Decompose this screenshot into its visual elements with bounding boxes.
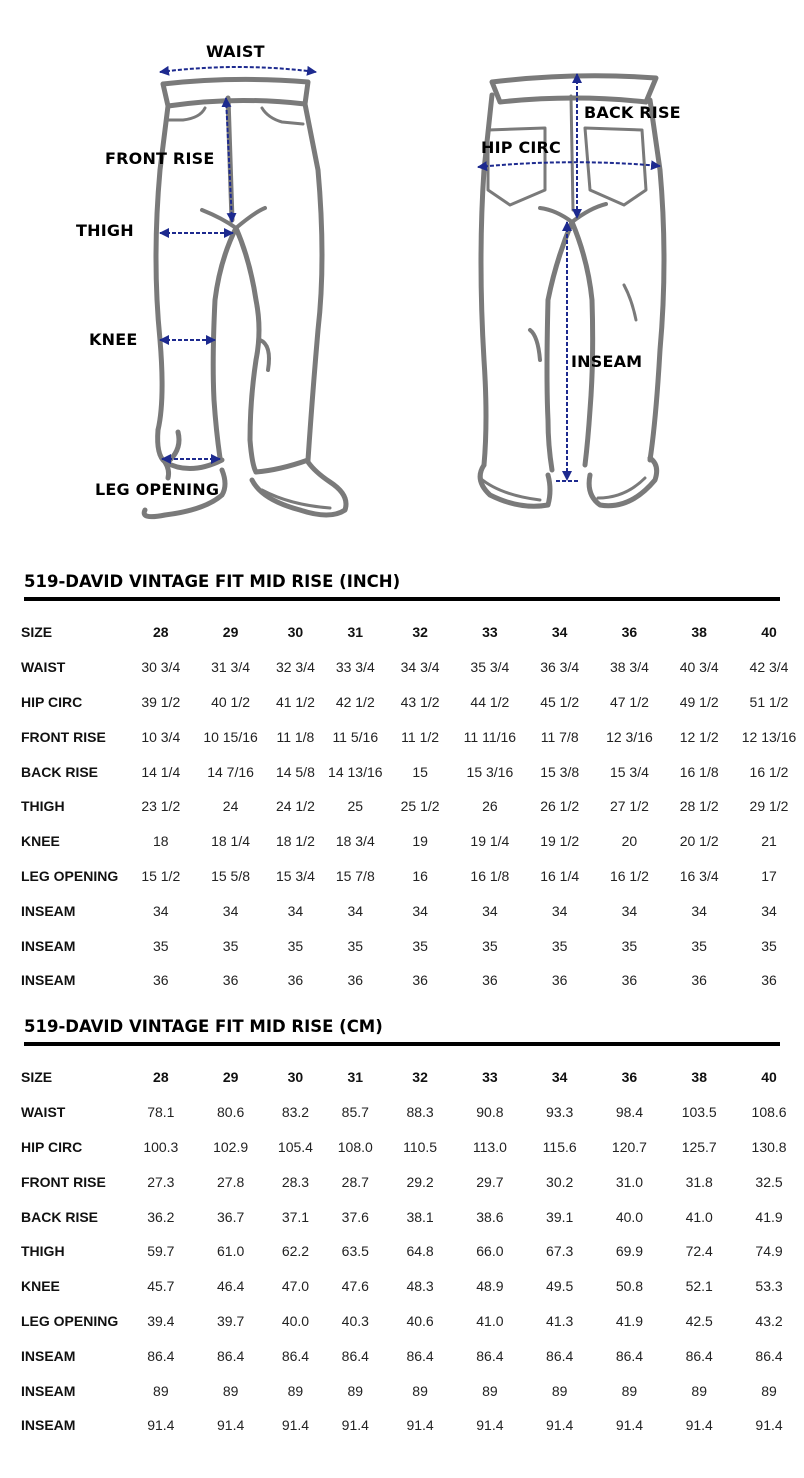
measurement-cell: 86.4	[685, 1347, 713, 1364]
row-label: INSEAM	[21, 1382, 76, 1399]
measurement-cell: 89	[222, 1382, 239, 1399]
measurement-cell: 36	[691, 972, 707, 989]
jeans-illustration	[0, 0, 804, 545]
measurement-cell: 12 1/2	[679, 728, 719, 745]
size-header-cell: 31	[347, 624, 364, 641]
section-divider	[24, 1042, 780, 1046]
measurement-cell: 39.7	[217, 1312, 245, 1329]
table-row	[0, 893, 804, 928]
measurement-cell: 26 1/2	[540, 798, 580, 815]
measurement-cell: 11 1/2	[401, 728, 440, 745]
measurement-cell: 45 1/2	[540, 693, 580, 710]
measurement-cell: 16 1/2	[609, 867, 649, 884]
row-label: INSEAM	[21, 972, 76, 989]
measurement-cell: 16 1/8	[470, 867, 510, 884]
measurement-cell: 62.2	[281, 1243, 310, 1260]
measurement-cell: 89	[761, 1382, 777, 1399]
measurement-cell: 35	[287, 937, 304, 954]
row-label: FRONT RISE	[21, 1173, 106, 1190]
measurement-cell: 27.3	[147, 1173, 175, 1190]
measurement-cell: 27.8	[217, 1173, 245, 1190]
measurement-cell: 86.4	[546, 1347, 574, 1364]
measurement-cell: 43.2	[755, 1312, 783, 1329]
measurement-cell: 33 3/4	[335, 659, 375, 676]
measurement-cell: 36	[482, 972, 498, 989]
measurement-cell: 91.4	[147, 1417, 175, 1434]
measurement-cell: 89	[691, 1382, 707, 1399]
measurement-cell: 34	[551, 902, 568, 919]
measurement-cell: 39.4	[147, 1312, 175, 1329]
measurement-cell: 15 3/16	[466, 763, 514, 780]
measurement-cell: 28 1/2	[679, 798, 719, 815]
measurement-cell: 35	[152, 937, 169, 954]
size-header-cell: 40	[761, 1069, 777, 1086]
measurement-cell: 35	[621, 937, 638, 954]
measurement-cell: 20 1/2	[679, 833, 719, 850]
measurement-cell: 38.1	[406, 1208, 434, 1225]
table-row	[0, 824, 804, 859]
label-front-rise: FRONT RISE	[105, 149, 215, 168]
row-label: THIGH	[21, 1243, 65, 1260]
measurement-cell: 41.0	[476, 1312, 504, 1329]
size-header-cell: 29	[222, 624, 239, 641]
measurement-cell: 91.4	[755, 1417, 783, 1434]
measurement-cell: 130.8	[751, 1138, 787, 1155]
measurement-cell: 15 3/8	[540, 763, 580, 780]
measurement-cell: 31.0	[615, 1173, 644, 1190]
measurement-cell: 20	[621, 833, 638, 850]
size-header-cell: 34	[551, 624, 568, 641]
measurement-cell: 40.0	[615, 1208, 644, 1225]
measurement-cell: 41.9	[615, 1312, 644, 1329]
size-header-cell: 36	[621, 1069, 638, 1086]
measurement-cell: 28.3	[281, 1173, 310, 1190]
measurement-cell: 38.6	[476, 1208, 504, 1225]
measurement-cell: 83.2	[281, 1104, 310, 1121]
measurement-cell: 11 5/16	[332, 728, 379, 745]
measurement-cell: 50.8	[615, 1278, 644, 1295]
table-header-row	[0, 615, 804, 650]
measurement-cell: 86.4	[406, 1347, 434, 1364]
measurement-cell: 34	[152, 902, 169, 919]
measurement-cell: 30 3/4	[141, 659, 181, 676]
size-header-cell: 28	[152, 624, 169, 641]
header-label: SIZE	[21, 624, 53, 641]
measurement-cell: 16 1/8	[679, 763, 719, 780]
measurement-cell: 14 7/16	[207, 763, 254, 780]
measurement-cell: 40.0	[281, 1312, 310, 1329]
size-header-cell: 32	[412, 1069, 428, 1086]
measurement-cell: 29.2	[406, 1173, 434, 1190]
measurement-cell: 35	[691, 937, 707, 954]
measurement-cell: 67.3	[546, 1243, 574, 1260]
measurement-cell: 113.0	[472, 1138, 507, 1155]
measurement-cell: 49.5	[546, 1278, 574, 1295]
label-waist: WAIST	[206, 42, 265, 61]
measurement-cell: 91.4	[217, 1417, 245, 1434]
table-row	[0, 1130, 804, 1165]
measurement-cell: 61.0	[217, 1243, 245, 1260]
measurement-cell: 29.7	[476, 1173, 504, 1190]
measurement-cell: 40 1/2	[211, 693, 251, 710]
measurement-cell: 34	[621, 902, 638, 919]
table-row	[0, 1304, 804, 1339]
measurement-cell: 34	[347, 902, 364, 919]
measurement-cell: 34	[761, 902, 777, 919]
measurement-cell: 86.4	[755, 1347, 783, 1364]
measurement-cell: 35	[412, 937, 428, 954]
measurement-cell: 21	[761, 833, 777, 850]
measurement-cell: 34	[287, 902, 304, 919]
measurement-cell: 53.3	[755, 1278, 783, 1295]
measurement-cell: 74.9	[755, 1243, 783, 1260]
label-thigh: THIGH	[76, 221, 134, 240]
measurement-cell: 43 1/2	[400, 693, 440, 710]
size-header-cell: 31	[347, 1069, 364, 1086]
measurement-cell: 89	[621, 1382, 638, 1399]
size-table-cm	[0, 1060, 804, 1443]
measurement-cell: 36	[621, 972, 638, 989]
size-header-cell: 30	[287, 1069, 304, 1086]
measurement-cell: 89	[412, 1382, 428, 1399]
measurement-cell: 64.8	[406, 1243, 434, 1260]
row-label: HIP CIRC	[21, 693, 83, 710]
measurement-cell: 17	[761, 867, 777, 884]
measurement-cell: 40.6	[406, 1312, 434, 1329]
measurement-cell: 86.4	[615, 1347, 644, 1364]
measurement-cell: 100.3	[143, 1138, 179, 1155]
measurement-cell: 27 1/2	[609, 798, 649, 815]
measurement-cell: 89	[153, 1382, 169, 1399]
measurement-cell: 15 5/8	[211, 867, 251, 884]
row-label: LEG OPENING	[21, 867, 119, 884]
measurement-cell: 32.5	[755, 1173, 783, 1190]
size-header-cell: 28	[153, 1069, 169, 1086]
measurement-cell: 45.7	[147, 1278, 175, 1295]
front-jeans-outline	[144, 79, 346, 516]
measurement-cell: 105.4	[277, 1138, 313, 1155]
measurement-cell: 63.5	[341, 1243, 369, 1260]
table-row	[0, 928, 804, 963]
row-label: BACK RISE	[21, 1208, 99, 1225]
measurement-cell: 31.8	[685, 1173, 713, 1190]
measurement-cell: 34 3/4	[400, 659, 440, 676]
measurement-cell: 47 1/2	[609, 693, 649, 710]
measurement-cell: 14 1/4	[141, 763, 181, 780]
size-header-cell: 30	[287, 624, 304, 641]
measurement-cell: 18 1/4	[211, 833, 251, 850]
measurement-cell: 15	[412, 763, 428, 780]
size-header-cell: 33	[482, 624, 498, 641]
measurement-cell: 42 1/2	[335, 693, 375, 710]
measurement-cell: 39 1/2	[141, 693, 181, 710]
table-row	[0, 1408, 804, 1443]
measurement-cell: 41.9	[755, 1208, 783, 1225]
table-header-row	[0, 1060, 804, 1095]
row-label: FRONT RISE	[21, 728, 106, 745]
measurement-cell: 29 1/2	[749, 798, 789, 815]
measurement-cell: 35	[347, 937, 364, 954]
measurement-cell: 36	[761, 972, 777, 989]
measurement-cell: 34	[691, 902, 707, 919]
table-row	[0, 1269, 804, 1304]
row-label: KNEE	[21, 833, 60, 850]
measurement-cell: 108.6	[751, 1104, 787, 1121]
measurement-cell: 91.4	[546, 1417, 574, 1434]
measurement-cell: 24	[222, 798, 239, 815]
measurement-cell: 36	[551, 972, 568, 989]
row-label: INSEAM	[21, 1347, 76, 1364]
measurement-cell: 40 3/4	[679, 659, 719, 676]
measurement-cell: 89	[287, 1382, 304, 1399]
measurement-cell: 37.6	[341, 1208, 369, 1225]
measurement-cell: 36.2	[147, 1208, 175, 1225]
table-row	[0, 789, 804, 824]
measurement-cell: 16	[412, 867, 428, 884]
measurement-cell: 102.9	[213, 1138, 249, 1155]
size-header-cell: 38	[691, 1069, 707, 1086]
table-row	[0, 1373, 804, 1408]
measurement-cell: 110.5	[403, 1138, 438, 1155]
size-header-cell: 33	[482, 1069, 498, 1086]
measurement-cell: 11 7/8	[540, 728, 579, 745]
measurement-cell: 31 3/4	[211, 659, 251, 676]
measurement-cell: 49 1/2	[679, 693, 719, 710]
measurement-cell: 15 3/4	[275, 867, 315, 884]
table-row	[0, 1338, 804, 1373]
row-label: INSEAM	[21, 902, 76, 919]
measurement-cell: 120.7	[611, 1138, 647, 1155]
front-measure-arrows	[160, 67, 316, 459]
measurement-cell: 16 3/4	[679, 867, 719, 884]
measurement-cell: 11 1/8	[276, 728, 315, 745]
table-row	[0, 1234, 804, 1269]
measurement-cell: 41 1/2	[275, 693, 315, 710]
measurement-cell: 46.4	[217, 1278, 245, 1295]
size-header-cell: 29	[222, 1069, 239, 1086]
table-row	[0, 754, 804, 789]
measurement-cell: 25	[347, 798, 364, 815]
measurement-cell: 36	[222, 972, 239, 989]
measurement-cell: 85.7	[341, 1104, 369, 1121]
measurement-cell: 18 1/2	[275, 833, 315, 850]
measurement-cell: 47.0	[281, 1278, 310, 1295]
measurement-cell: 25 1/2	[400, 798, 440, 815]
measurement-cell: 40.3	[341, 1312, 369, 1329]
measurement-cell: 88.3	[406, 1104, 434, 1121]
measurement-cell: 23 1/2	[141, 798, 181, 815]
measurement-cell: 35 3/4	[470, 659, 510, 676]
measurement-cell: 93.3	[546, 1104, 574, 1121]
measurement-cell: 15 7/8	[335, 867, 375, 884]
measurement-cell: 30.2	[546, 1173, 574, 1190]
measurement-cell: 16 1/4	[540, 867, 580, 884]
measurement-cell: 10 3/4	[141, 728, 181, 745]
row-label: INSEAM	[21, 937, 76, 954]
measurement-cell: 44 1/2	[470, 693, 510, 710]
header-label: SIZE	[21, 1069, 53, 1086]
row-label: WAIST	[21, 659, 66, 676]
measurement-cell: 34	[412, 902, 428, 919]
measurement-cell: 35	[482, 937, 498, 954]
measurement-diagram	[0, 0, 804, 545]
table-row	[0, 685, 804, 720]
measurement-cell: 19	[412, 833, 428, 850]
measurement-cell: 48.3	[406, 1278, 434, 1295]
measurement-cell: 42.5	[685, 1312, 713, 1329]
measurement-cell: 86.4	[341, 1347, 369, 1364]
measurement-cell: 59.7	[147, 1243, 175, 1260]
measurement-cell: 89	[482, 1382, 498, 1399]
label-back-rise: BACK RISE	[584, 103, 681, 122]
measurement-cell: 14 13/16	[328, 763, 383, 780]
measurement-cell: 19 1/4	[470, 833, 510, 850]
measurement-cell: 36	[152, 972, 169, 989]
section-title-cm: 519-DAVID VINTAGE FIT MID RISE (CM)	[24, 1017, 383, 1036]
size-header-cell: 38	[691, 624, 707, 641]
measurement-cell: 15 3/4	[609, 763, 649, 780]
table-row	[0, 650, 804, 685]
table-row	[0, 719, 804, 754]
back-measure-arrows	[478, 74, 660, 481]
label-leg-opening: LEG OPENING	[95, 480, 220, 499]
label-knee: KNEE	[89, 330, 138, 349]
measurement-cell: 37.1	[281, 1208, 310, 1225]
measurement-cell: 41.0	[685, 1208, 713, 1225]
measurement-cell: 89	[551, 1382, 568, 1399]
measurement-cell: 35	[222, 937, 239, 954]
table-row	[0, 1164, 804, 1199]
measurement-cell: 36.7	[217, 1208, 245, 1225]
measurement-cell: 125.7	[681, 1138, 717, 1155]
table-row	[0, 963, 804, 998]
measurement-cell: 32 3/4	[275, 659, 315, 676]
measurement-cell: 18	[152, 833, 169, 850]
measurement-cell: 16 1/2	[749, 763, 789, 780]
measurement-cell: 14 5/8	[275, 763, 315, 780]
measurement-cell: 38 3/4	[609, 659, 649, 676]
measurement-cell: 19 1/2	[540, 833, 580, 850]
label-inseam: INSEAM	[571, 352, 643, 371]
section-divider	[24, 597, 780, 601]
measurement-cell: 91.4	[476, 1417, 504, 1434]
size-table-inch	[0, 615, 804, 998]
measurement-cell: 86.4	[217, 1347, 245, 1364]
row-label: HIP CIRC	[21, 1138, 83, 1155]
row-label: KNEE	[21, 1278, 60, 1295]
measurement-cell: 47.6	[341, 1278, 369, 1295]
measurement-cell: 34	[482, 902, 498, 919]
measurement-cell: 86.4	[147, 1347, 175, 1364]
measurement-cell: 86.4	[476, 1347, 504, 1364]
measurement-cell: 34	[222, 902, 239, 919]
measurement-cell: 66.0	[476, 1243, 504, 1260]
measurement-cell: 103.5	[681, 1104, 717, 1121]
measurement-cell: 90.8	[476, 1104, 504, 1121]
measurement-cell: 98.4	[615, 1104, 644, 1121]
measurement-cell: 36	[347, 972, 364, 989]
size-header-cell: 32	[412, 624, 428, 641]
measurement-cell: 52.1	[685, 1278, 713, 1295]
row-label: THIGH	[21, 798, 65, 815]
measurement-cell: 39.1	[546, 1208, 574, 1225]
row-label: INSEAM	[21, 1417, 76, 1434]
size-header-cell: 34	[551, 1069, 568, 1086]
measurement-cell: 35	[761, 937, 777, 954]
section-title-inch: 519-DAVID VINTAGE FIT MID RISE (INCH)	[24, 572, 401, 591]
table-row	[0, 859, 804, 894]
row-label: BACK RISE	[21, 763, 99, 780]
measurement-cell: 26	[482, 798, 498, 815]
measurement-cell: 10 15/16	[203, 728, 258, 745]
measurement-cell: 91.4	[406, 1417, 434, 1434]
measurement-cell: 86.4	[281, 1347, 310, 1364]
measurement-cell: 41.3	[546, 1312, 574, 1329]
label-hip-circ: HIP CIRC	[481, 138, 561, 157]
measurement-cell: 91.4	[685, 1417, 713, 1434]
measurement-cell: 72.4	[685, 1243, 713, 1260]
size-header-cell: 36	[621, 624, 638, 641]
measurement-cell: 28.7	[341, 1173, 369, 1190]
measurement-cell: 51 1/2	[749, 693, 789, 710]
measurement-cell: 18 3/4	[335, 833, 375, 850]
measurement-cell: 36	[412, 972, 428, 989]
measurement-cell: 12 3/16	[606, 728, 653, 745]
measurement-cell: 15 1/2	[141, 867, 181, 884]
measurement-cell: 91.4	[341, 1417, 369, 1434]
measurement-cell: 91.4	[615, 1417, 644, 1434]
measurement-cell: 36 3/4	[540, 659, 580, 676]
measurement-cell: 36	[287, 972, 304, 989]
measurement-cell: 78.1	[147, 1104, 175, 1121]
measurement-cell: 11 11/16	[463, 728, 517, 745]
table-row	[0, 1095, 804, 1130]
row-label: WAIST	[21, 1104, 66, 1121]
size-header-cell: 40	[761, 624, 777, 641]
measurement-cell: 24 1/2	[275, 798, 315, 815]
measurement-cell: 42 3/4	[749, 659, 789, 676]
table-row	[0, 1199, 804, 1234]
measurement-cell: 69.9	[615, 1243, 644, 1260]
measurement-cell: 89	[347, 1382, 364, 1399]
measurement-cell: 80.6	[217, 1104, 245, 1121]
measurement-cell: 115.6	[542, 1138, 577, 1155]
measurement-cell: 91.4	[281, 1417, 310, 1434]
row-label: LEG OPENING	[21, 1312, 119, 1329]
measurement-cell: 12 13/16	[741, 728, 797, 745]
measurement-cell: 35	[551, 937, 568, 954]
measurement-cell: 108.0	[337, 1138, 373, 1155]
measurement-cell: 48.9	[476, 1278, 504, 1295]
